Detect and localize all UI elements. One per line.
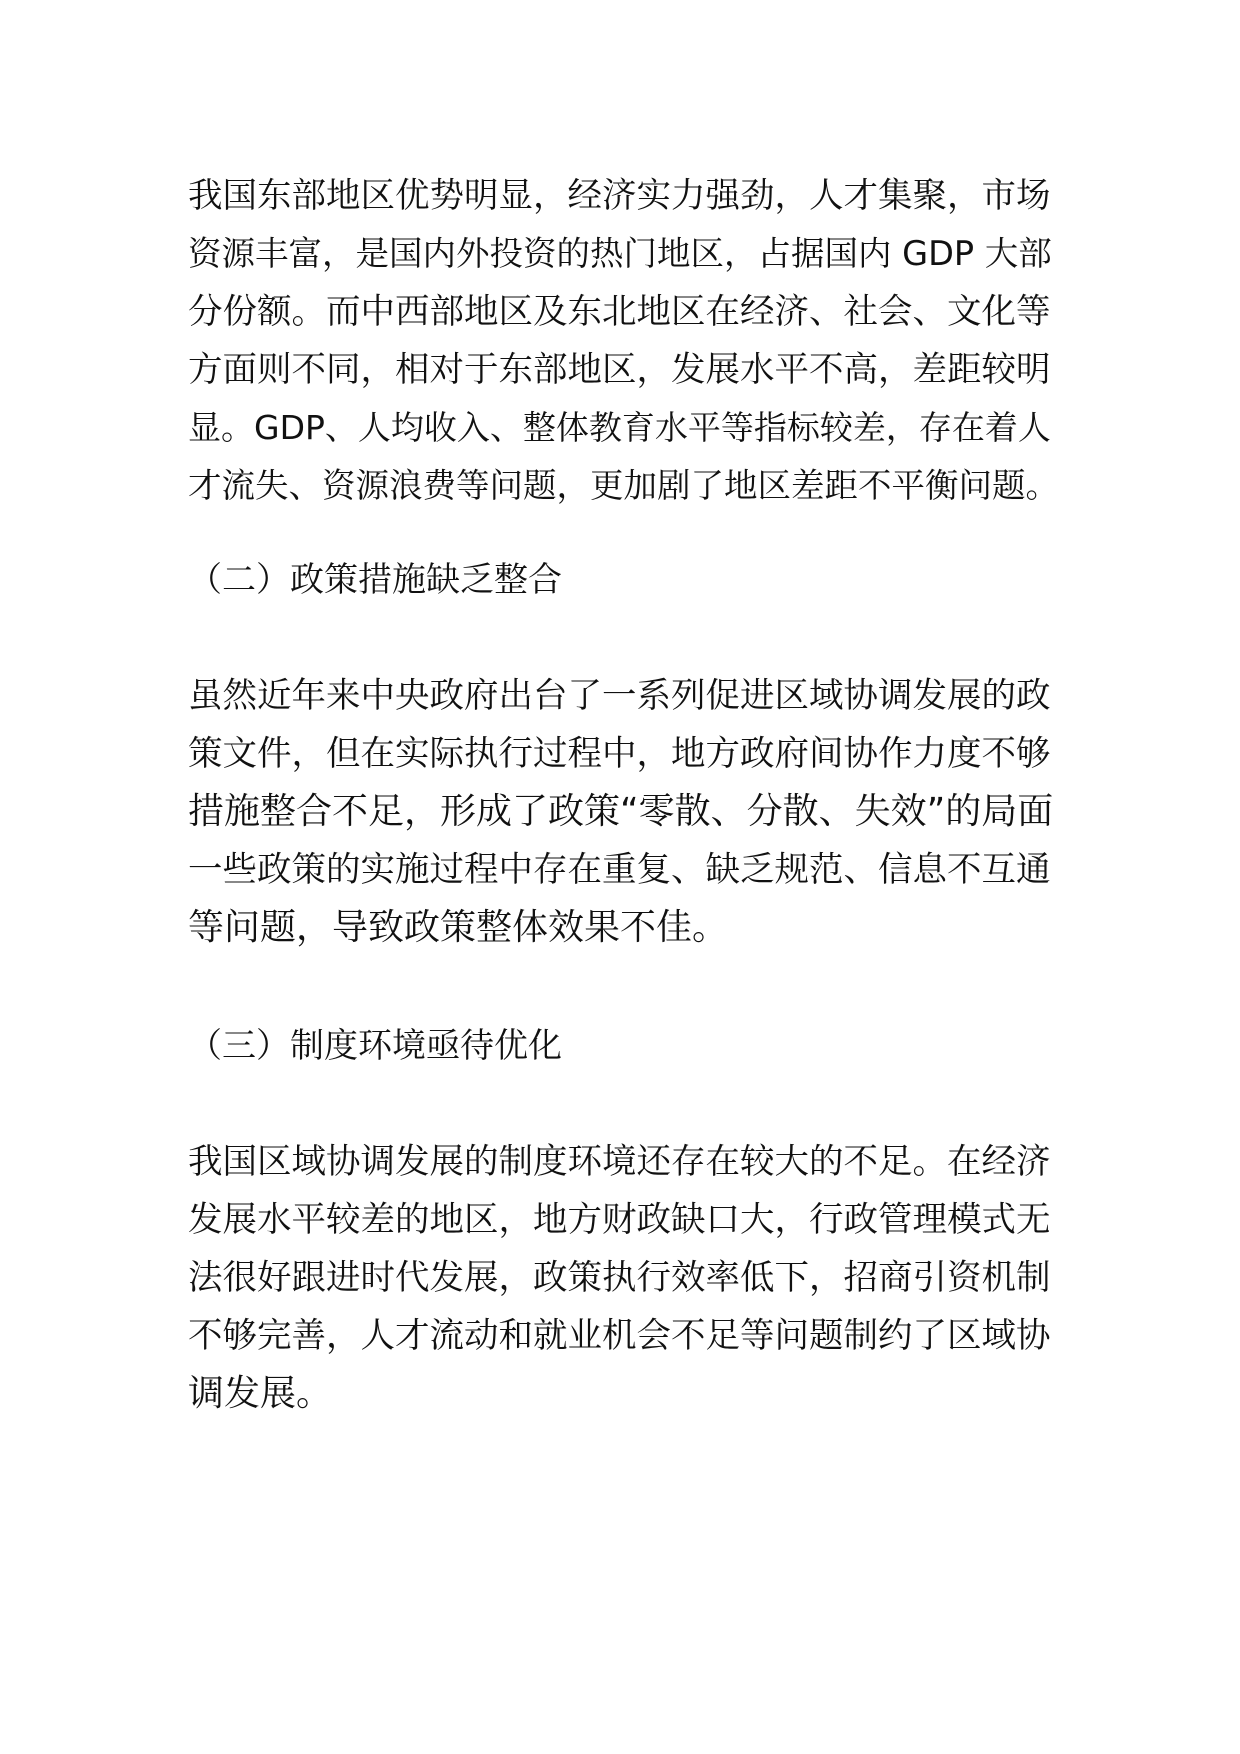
paragraph-line: 我国东部地区优势明显，经济实力强劲，人才集聚，市场	[188, 176, 1051, 216]
paragraph-line: 一些政策的实施过程中存在重复、缺乏规范、信息不互通	[188, 850, 1051, 890]
paragraph-line: 方面则不同，相对于东部地区，发展水平不高，差距较明	[188, 350, 1051, 390]
paragraph-line: 资源丰富，是国内外投资的热门地区，占据国内 GDP 大部	[188, 234, 1052, 273]
paragraph-line: 显。GDP、人均收入、整体教育水平等指标较差，存在着人	[188, 408, 1051, 447]
section-heading-institutional-environment: （三）制度环境亟待优化	[188, 1026, 562, 1066]
section-heading-policy-integration: （二）政策措施缺乏整合	[188, 560, 562, 600]
paragraph-line: 调发展。	[188, 1373, 333, 1414]
paragraph-line: 发展水平较差的地区，地方财政缺口大，行政管理模式无	[188, 1200, 1051, 1240]
paragraph-line: 虽然近年来中央政府出台了一系列促进区域协调发展的政	[188, 676, 1051, 716]
paragraph-line: 我国区域协调发展的制度环境还存在较大的不足。在经济	[188, 1142, 1051, 1182]
paragraph-line: 法很好跟进时代发展，政策执行效率低下，招商引资机制	[188, 1258, 1051, 1298]
paragraph-line: 措施整合不足，形成了政策“零散、分散、失效”的局面	[188, 791, 1054, 832]
paragraph-line: 等问题，导致政策整体效果不佳。	[188, 907, 729, 948]
paragraph-line: 分份额。而中西部地区及东北地区在经济、社会、文化等	[188, 292, 1051, 332]
paragraph-line: 才流失、资源浪费等问题，更加剧了地区差距不平衡问题。	[188, 466, 1059, 505]
paragraph-line: 不够完善，人才流动和就业机会不足等问题制约了区域协	[188, 1316, 1051, 1356]
paragraph-line: 策文件，但在实际执行过程中，地方政府间协作力度不够	[188, 734, 1051, 774]
